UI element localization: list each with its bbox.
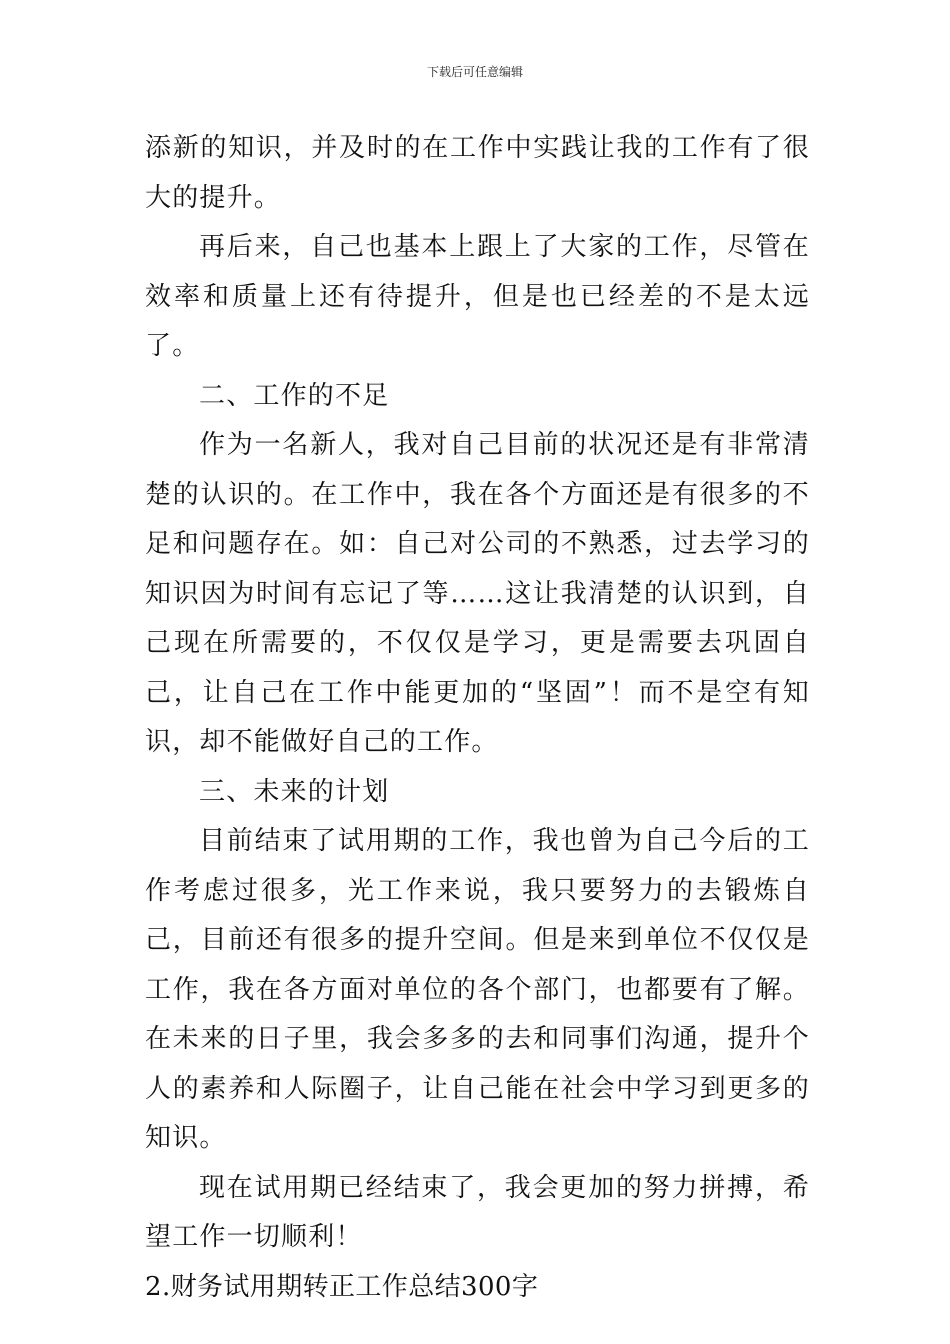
paragraph: 作为一名新人，我对自己目前的状况还是有非常清楚的认识的。在工作中，我在各个方面还是有很多的不足和问题存在。如：自己对公司的不熟悉，过去学习的知识因为时间有忘记了等……这让我清楚的认识到，自己现在所需要的，不仅仅是学习，更是需要去巩固自己，让自己在工作中能更加的“坚固”！而不是空有知识，却不能做好自己的工作。 (145, 430, 810, 757)
paragraph-continuation: 添新的知识，并及时的在工作中实践让我的工作有了很大的提升。 (145, 133, 810, 213)
paragraph: 现在试用期已经结束了，我会更加的努力拼搏，希望工作一切顺利！ (145, 1172, 810, 1252)
section-heading-shortcomings: 二、工作的不足 (199, 380, 390, 411)
item-title: 2.财务试用期转正工作总结300字 (145, 1271, 539, 1302)
document-body (145, 124, 810, 1312)
section-heading-future-plan: 三、未来的计划 (199, 776, 390, 807)
paragraph: 目前结束了试用期的工作，我也曾为自己今后的工作考虑过很多，光工作来说，我只要努力的去锻炼自己，目前还有很多的提升空间。但是来到单位不仅仅是工作，我在各方面对单位的各个部门，也都要有了解。在未来的日子里，我会多多的去和同事们沟通，提升个人的素养和人际圈子，让自己能在社会中学习到更多的知识。 (145, 826, 810, 1153)
page-header: 下载后可任意编辑 (426, 65, 523, 79)
paragraph: 再后来，自己也基本上跟上了大家的工作，尽管在效率和质量上还有待提升，但是也已经差的不是太远了。 (145, 232, 810, 361)
